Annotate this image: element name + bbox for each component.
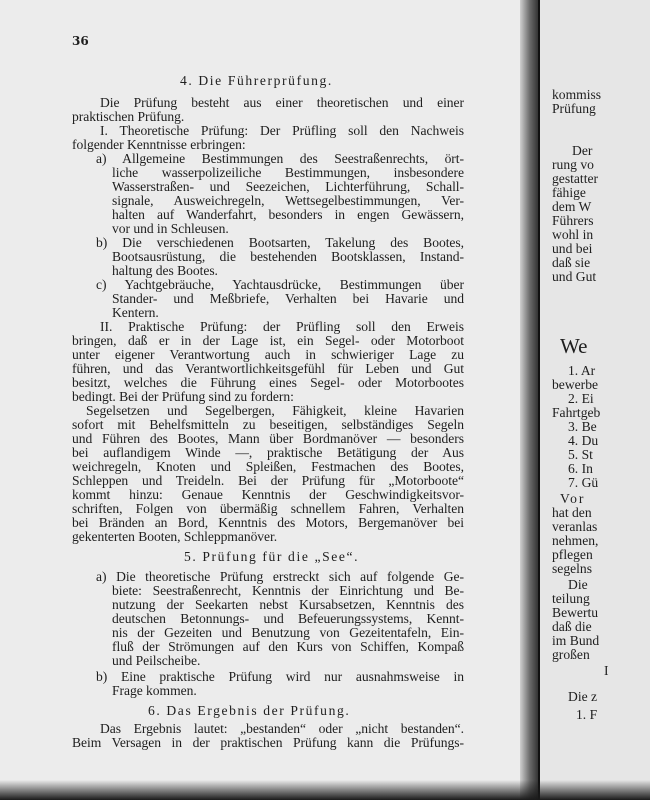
text-line: b) Die verschiedenen Bootsarten, Takelung des Bootes, (96, 235, 464, 250)
section-heading: We (560, 334, 588, 358)
text-line: und Gut (552, 269, 597, 284)
text-line: I. Theoretische Prüfung: Der Prüfling soll den Nachweis (100, 123, 464, 138)
text-line: teilung (552, 591, 590, 606)
text-line: führen, und das Verantwortlichkeitsgefühl für Leben und Gut (72, 361, 464, 376)
text-line: 1. F (576, 707, 598, 722)
text-line: halten auf Wanderfahrt, besonders in engen Gewässern, (112, 207, 464, 222)
text-line: b) Eine praktische Prüfung wird nur ausnahmsweise in (96, 669, 464, 684)
section-heading: 6. Das Ergebnis der Prüfung. (148, 703, 351, 718)
text-line: Frage kommen. (112, 683, 197, 698)
text-line: Fahrtgeb (552, 405, 601, 420)
text-line: Wasserstraßen- und Seezeichen, Lichterführung, Schall- (112, 179, 464, 194)
text-line: schriften, Folgen von übermäßig schnellem Fahren, Verhalten (72, 501, 464, 516)
text-line: Bewertu (552, 605, 599, 620)
text-line: großen (552, 647, 590, 662)
text-line: II. Praktische Prüfung: der Prüfling soll den Erweis (100, 319, 464, 334)
text-line: Die z (568, 689, 598, 704)
text-line: Die (568, 577, 588, 592)
text-line: dem W (552, 199, 592, 214)
text-line: gestatter (552, 171, 599, 186)
text-line: liche wasserpolizeiliche Bestimmungen, insbesondere (112, 165, 464, 180)
text-line: 2. Ei (568, 391, 594, 406)
text-line: c) Yachtgebräuche, Yachtausdrücke, Bestimmungen über (96, 277, 464, 292)
right-page (538, 0, 650, 800)
text-line: veranlas (552, 519, 598, 534)
text-line: kommiss (552, 87, 602, 102)
text-line: nis der Gezeiten und Benutzung von Gezeitentafeln, Ein- (112, 625, 464, 640)
text-line: fluß der Strömungen auf den Kurs von Schiffen, Kompaß (112, 639, 464, 654)
text-line: 7. Gü (568, 475, 599, 490)
text-line: Bootsausrüstung, die bestehenden Bootsklassen, Instand- (112, 249, 464, 264)
text-line: Vor (560, 491, 586, 506)
text-line: nutzung der Seekarten nebst Kursabsetzen, Kenntnis des (112, 597, 464, 612)
section-heading: 4. Die Führerprüfung. (180, 73, 333, 88)
text-line: weichregeln, Knoten und Spleißen, Festmachen des Bootes, (72, 459, 464, 474)
text-line: sofort mit Behelfsmitteln zu beseitigen, selbständiges Segeln (72, 417, 464, 432)
text-line: hat den (552, 505, 592, 520)
text-line: Führers (552, 213, 594, 228)
text-line: pflegen (552, 547, 593, 562)
text-line: daß sie (552, 255, 591, 270)
text-line: Der (572, 143, 593, 158)
text-line: folgender Kenntnisse erbringen: (72, 137, 246, 152)
text-line: und bei (552, 241, 593, 256)
text-line: bedingt. Bei der Prüfung sind zu fordern: (72, 389, 294, 404)
text-line: kommt hinzu: Genaue Kenntnis der Geschwindigkeitsvor- (72, 487, 464, 502)
text-line: vor und in Schleusen. (112, 221, 229, 236)
text-line: Kentern. (112, 305, 159, 320)
text-line: im Bund (552, 633, 600, 648)
section-heading: 5. Prüfung für die „See“. (184, 549, 360, 564)
text-line: a) Allgemeine Bestimmungen des Seestraßenrechts, ört- (96, 151, 464, 166)
text-line: und Peilscheibe. (112, 653, 201, 668)
text-line: 3. Be (568, 419, 597, 434)
text-line: Stander- und Meßbriefe, Verhalten bei Havarie und (112, 291, 464, 306)
text-line: haltung des Bootes. (112, 263, 218, 278)
text-line: 1. Ar (568, 363, 596, 378)
text-line: gekenterten Booten, Schleppmanöver. (72, 529, 278, 544)
text-line: Prüfung (552, 101, 596, 116)
page-number: 36 (72, 34, 89, 48)
text-line: bei auflandigem Winde —, praktische Betätigung der Aus (72, 445, 464, 460)
text-line: Das Ergebnis lautet: „bestanden“ oder „nicht bestanden“. (100, 721, 464, 736)
text-line: Beim Versagen in der praktischen Prüfung kann die Prüfungs- (72, 735, 464, 750)
text-line: signale, Ausweichregeln, Wettsegelbestimmungen, Ver- (112, 193, 464, 208)
text-line: Die Prüfung besteht aus einer theoretischen und einer (100, 95, 464, 110)
text-line: segelns (552, 561, 593, 576)
text-line: nehmen, (552, 533, 599, 548)
text-line: 4. Du (568, 433, 599, 448)
text-line: deutschen Betonnungs- und Befeuerungssystems, Kennt- (112, 611, 464, 626)
text-line: bei Bränden an Bord, Kenntnis des Motors, Bergemanöver bei (72, 515, 464, 530)
text-line: und Führen des Bootes, Mann über Bordmanöver — besonders (72, 431, 464, 446)
text-line: daß die (552, 619, 592, 634)
text-line: bringen, daß er in der Lage ist, ein Segel- oder Motorboot (72, 333, 464, 348)
text-line: a) Die theoretische Prüfung erstreckt sich auf folgende Ge- (96, 569, 464, 584)
text-line: Schleppen und Treideln. Bei der Prüfung für „Motorboote“ (72, 473, 464, 488)
text-line: fähige (552, 185, 586, 200)
bottom-shadow (0, 780, 650, 800)
text-line: 6. In (568, 461, 593, 476)
text-line: Segelsetzen und Segelbergen, Fähigkeit, kleine Havarien (86, 403, 464, 418)
text-line: rung vo (552, 157, 594, 172)
text-line: besitzt, welches die Führung eines Segel- oder Motorbootes (72, 375, 464, 390)
text-line: 5. St (568, 447, 593, 462)
text-line: praktischen Prüfung. (72, 109, 185, 124)
text-line: I (604, 663, 609, 678)
text-line: biete: Seestraßenrecht, Kenntnis der Einrichtung und Be- (112, 583, 464, 598)
text-line: bewerbe (552, 377, 599, 392)
text-line: unter eigener Verantwortung auch in schwieriger Lage zu (72, 347, 464, 362)
text-line: wohl in (552, 227, 594, 242)
